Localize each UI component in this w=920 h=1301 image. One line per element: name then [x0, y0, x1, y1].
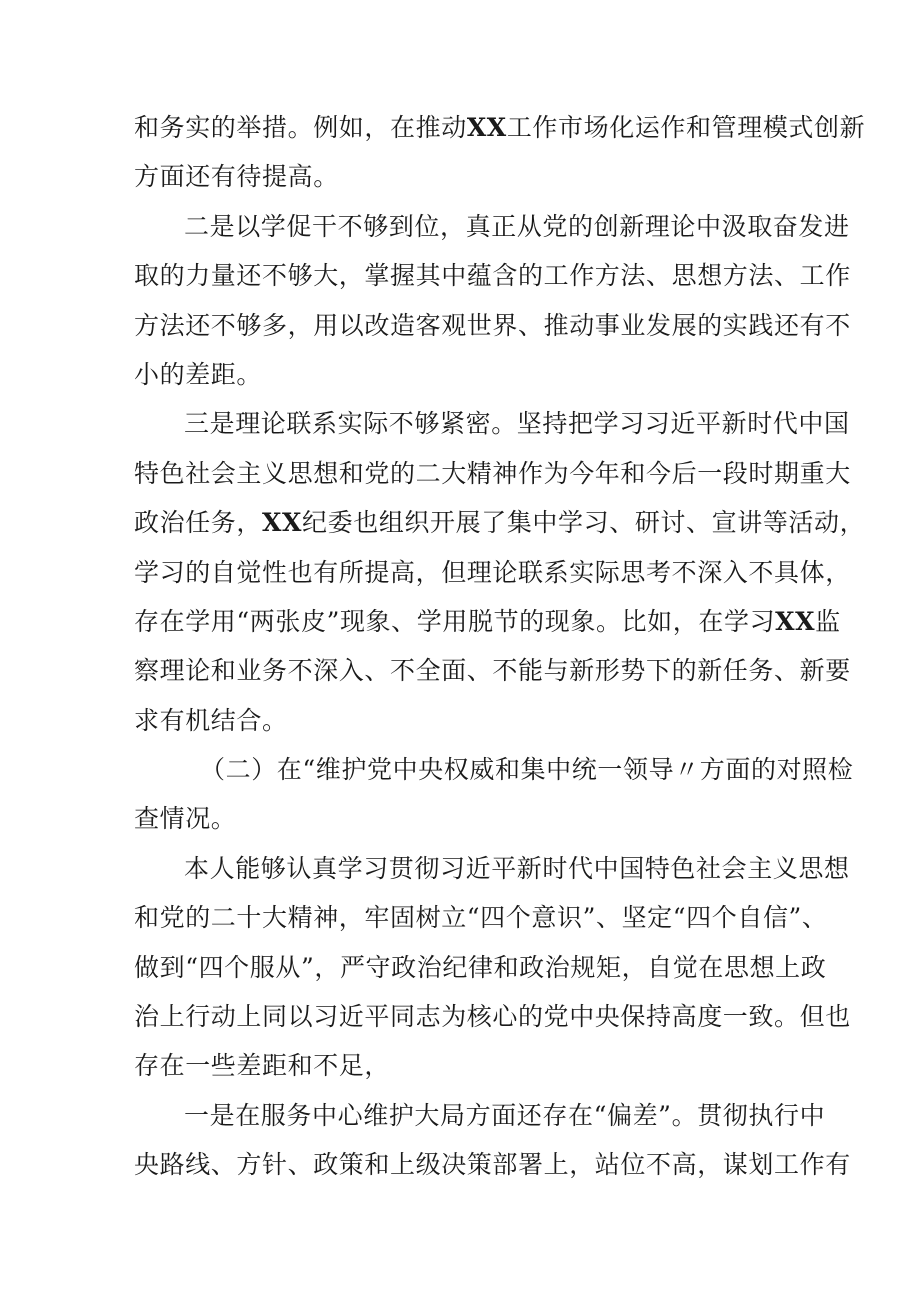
text-line: 治上行动上同以习近平同志为核心的党中央保持高度一致。但也: [134, 1002, 851, 1032]
paragraph-study-promote-work: [134, 202, 851, 400]
section-heading-two: [134, 745, 854, 844]
document-body: [134, 103, 866, 1190]
text-line: 察理论和业务不深入、不全面、不能与新形势下的新任务、新要: [134, 656, 851, 686]
text-line: 存在一些差距和不足，: [134, 1051, 391, 1081]
text-line: 本人能够认真学习贯彻习近平新时代中国特色社会主义思想: [184, 853, 850, 883]
text-line: 做到“四个服从”，严守政治纪律和政治规矩，自觉在思想上政: [134, 952, 827, 982]
paragraph-service-deviation: [134, 1091, 851, 1190]
text-line: 央路线、方针、政策和上级决策部署上，站位不高，谋划工作有: [134, 1150, 851, 1180]
text-line: 政治任务，XX纪委也组织开展了集中学习、研讨、宣讲等活动，: [134, 508, 866, 538]
paragraph-theory-practice: [134, 399, 866, 745]
text-line: 查情况。: [134, 804, 237, 834]
text-line: 和党的二十大精神，牢固树立“四个意识”、坚定“四个自信”、: [134, 903, 828, 933]
paragraph-measures-continuation: [134, 103, 866, 202]
text-line: 方法还不够多，用以改造客观世界、推动事业发展的实践还有不: [134, 310, 851, 340]
text-line: 三是理论联系实际不够紧密。坚持把学习习近平新时代中国: [184, 409, 850, 439]
text-line: 取的力量还不够大，掌握其中蕴含的工作方法、思想方法、工作: [134, 261, 851, 291]
text-line: 和务实的举措。例如，在推动XX工作市场化运作和管理模式创新: [134, 113, 866, 142]
text-line: 求有机结合。: [134, 705, 288, 735]
text-line: 一是在服务中心维护大局方面还存在“偏差”。贯彻执行中: [184, 1100, 826, 1130]
placeholder-xx: XX: [262, 508, 303, 538]
text-line: 小的差距。: [134, 359, 263, 389]
placeholder-xx: XX: [466, 113, 507, 142]
placeholder-xx: XX: [775, 606, 816, 636]
text-line: （二）在“维护党中央权威和集中统一领导〃方面的对照检: [200, 755, 854, 785]
paragraph-self-assessment: [134, 844, 851, 1091]
text-line: 学习的自觉性也有所提高，但理论联系实际思考不深入不具体，: [134, 557, 851, 587]
text-line: 方面还有待提高。: [134, 162, 339, 192]
text-line: 特色社会主义思想和党的二大精神作为今年和今后一段时期重大: [134, 458, 851, 488]
text-line: 存在学用“两张皮”现象、学用脱节的现象。比如，在学习XX监: [134, 606, 841, 636]
text-line: 二是以学促干不够到位，真正从党的创新理论中汲取奋发进: [184, 211, 850, 241]
